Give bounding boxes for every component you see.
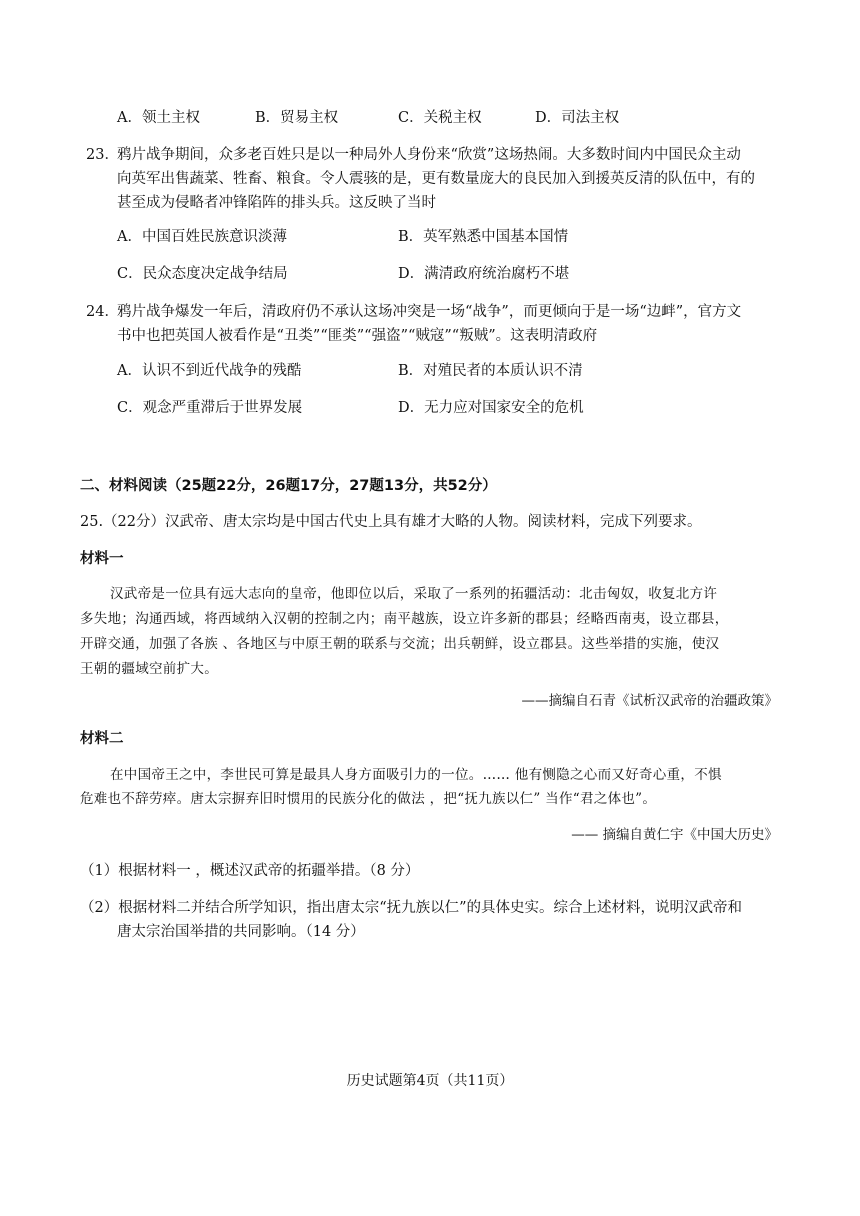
material-2-label: 材料二 [80,731,124,747]
q23-option-a: A．中国百姓民族意识淡薄 [117,229,287,245]
q25-subquestion-2-line1: （2）根据材料二并结合所学知识，指出唐太宗“抚九族以仁”的具体史实。综合上述材料，说明汉武帝和 [80,900,743,916]
page-footer: 历史试题第4页（共11页） [346,1073,514,1089]
q23-stem-line1: 鸦片战争期间，众多老百姓只是以一种局外人身份来“欣赏”这场热闹。大多数时间内中国民众主动 [117,147,741,163]
material-1-label: 材料一 [80,551,124,567]
material-1-line1: 汉武帝是一位具有远大志向的皇帝，他即位以后，采取了一系列的拓疆活动：北击匈奴，收复北方许 [110,586,718,602]
q22-option-c: C．关税主权 [398,110,482,126]
q25-intro: 25.（22分）汉武帝、唐太宗均是中国古代史上具有雄才大略的人物。阅读材料，完成下列要求。 [80,514,702,530]
q22-option-b: B．贸易主权 [255,110,339,126]
q24-stem-line2: 书中也把英国人被看作是“丑类”“匪类”“强盗”“贼寇”“叛贼”。这表明清政府 [117,328,598,344]
q25-subquestion-2-line2: 唐太宗治国举措的共同影响。（14 分） [117,924,365,940]
material-1-line3: 开辟交通，加强了各族 、各地区与中原王朝的联系与交流；出兵朝鲜，设立郡县。这些举措的实施，使汉 [80,636,720,652]
q23-option-d: D．满清政府统治腐朽不堪 [398,266,570,282]
material-2-source: —— 摘编自黄仁宇《中国大历史》 [571,827,778,843]
q24-option-a: A．认识不到近代战争的残酷 [117,363,302,379]
q23-option-c: C．民众态度决定战争结局 [117,266,288,282]
section-heading: 二、材料阅读（25题22分，26题17分，27题13分，共52分） [80,478,497,494]
material-1-line4: 王朝的疆域空前扩大。 [80,661,218,677]
q23-stem-line2: 向英军出售蔬菜、牲畜、粮食。令人震骇的是，更有数量庞大的良民加入到援英反清的队伍中，有的 [117,171,755,187]
q23-stem-line3: 甚至成为侵略者冲锋陷阵的排头兵。这反映了当时 [117,195,436,211]
material-1-source: ——摘编自石青《试析汉武帝的治疆政策》 [521,693,778,709]
q24-number: 24． [86,304,119,320]
q24-option-d: D．无力应对国家安全的危机 [398,400,584,416]
q24-option-c: C．观念严重滞后于世界发展 [117,400,303,416]
material-2-line2: 危难也不辞劳瘁。唐太宗摒弃旧时惯用的民族分化的做法 ，把“抚九族以仁” 当作“君之体也”。 [80,791,657,807]
q24-option-b: B．对殖民者的本质认识不清 [398,363,583,379]
q25-subquestion-1: （1）根据材料一 ，概述汉武帝的拓疆举措。（8 分） [80,863,420,879]
material-2-line1: 在中国帝王之中，李世民可算是最具人身方面吸引力的一位。…… 他有恻隐之心而又好奇心重，不惧 [110,767,722,783]
q23-number: 23． [86,147,119,163]
q23-option-b: B．英军熟悉中国基本国情 [398,229,569,245]
q24-stem-line1: 鸦片战争爆发一年后，清政府仍不承认这场冲突是一场“战争”，而更倾向于是一场“边衅”，官方文 [117,304,742,320]
q22-option-a: A．领土主权 [117,110,200,126]
material-1-line2: 多失地；沟通西域，将西域纳入汉朝的控制之内；南平越族，设立许多新的郡县；经略西南夷，设立郡县， [80,611,729,627]
q22-option-d: D．司法主权 [535,110,620,126]
